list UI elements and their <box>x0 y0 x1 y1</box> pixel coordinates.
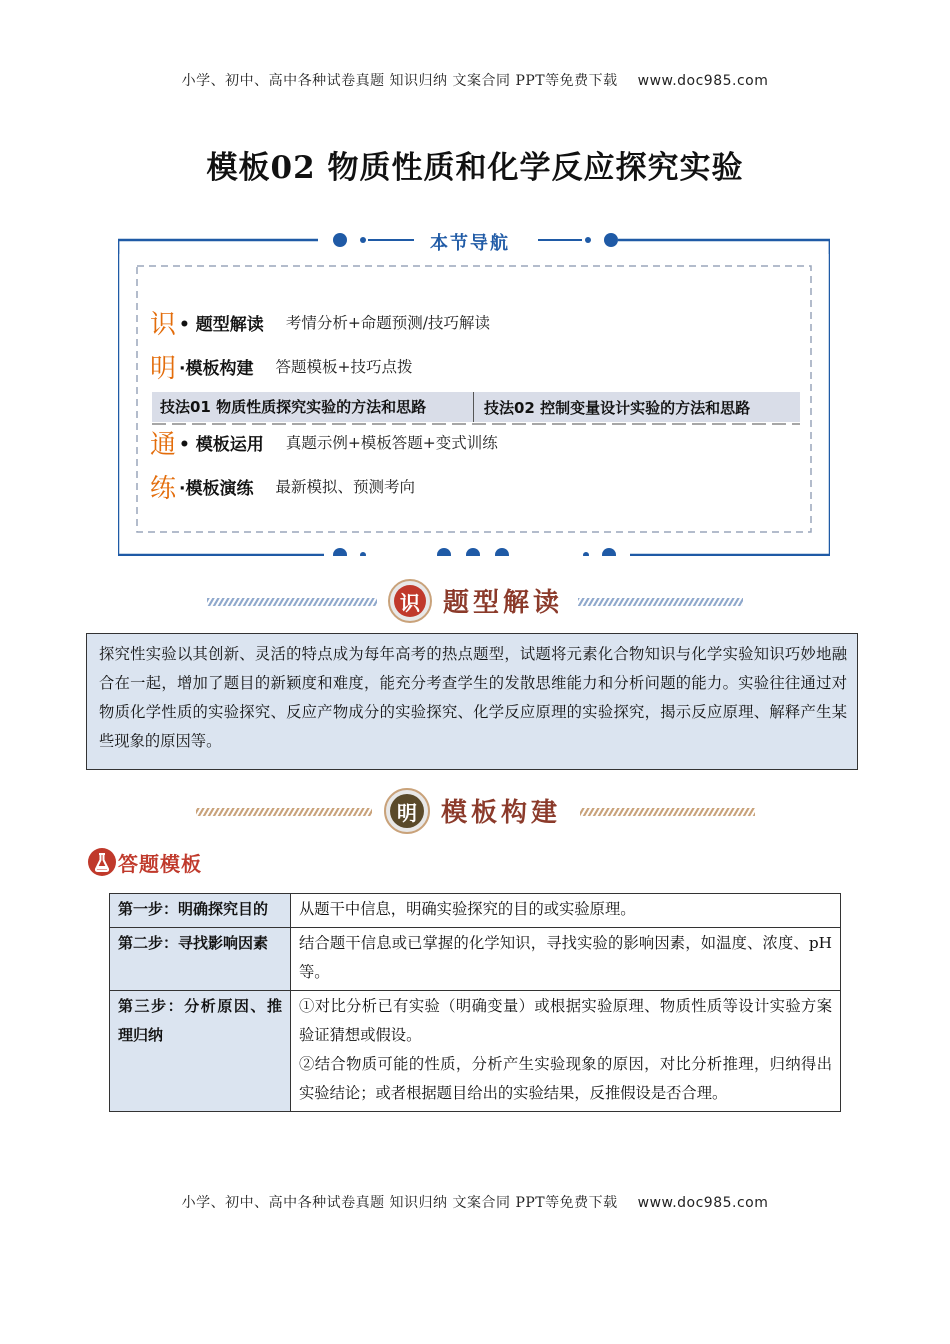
nav-char: 识 <box>150 309 177 340</box>
nav-item-apply[interactable] <box>150 426 498 458</box>
section-banner-build <box>0 786 950 836</box>
page-footer <box>0 1192 950 1212</box>
nav-char: 练 <box>150 473 177 504</box>
nav-desc: 答题模板+技巧点拨 <box>275 358 413 376</box>
content-text: ①对比分析已有实验（明确变量）或根据实验原理、物质性质等设计实验方案验证猜想或假设。 <box>299 997 832 1044</box>
content-text: ②结合物质可能的性质，分析产生实验现象的原因，对比分析推理，归纳得出实验结论；或者根据题目给出的实验结果，反推假设是否合理。 <box>299 1055 832 1102</box>
page-title: 模板02 物质性质和化学反应探究实验 <box>206 150 744 186</box>
nav-label: ·模板构建 <box>179 358 254 379</box>
technique-bar <box>152 392 800 422</box>
section-badge: 识 <box>400 591 420 615</box>
nav-title: 本节导航 <box>430 233 510 254</box>
intro-box: 探究性实验以其创新、灵活的特点成为每年高考的热点题型，试题将元素化合物知识与化学实验知识巧妙地融合在一起，增加了题目的新颖度和难度，能充分考查学生的发散思维能力和分析问题的能力。实验往往通过对物质化学性质的实验探究、反应产物成分的实验探究、化学反应原理的实验探究，揭示反应原理、解释产生某些现象的原因等。 <box>86 633 858 770</box>
content-text: 从题干中信息，明确实验探究的目的或实验原理。 <box>299 900 636 918</box>
table-row <box>110 894 841 928</box>
section-title: 模板构建 <box>441 798 562 828</box>
answer-template-table <box>109 893 841 1112</box>
nav-char: 通 <box>150 429 177 460</box>
nav-desc: 考情分析+命题预测/技巧解读 <box>285 314 491 332</box>
step-cell: 第二步：寻找影响因素 <box>110 928 291 991</box>
flask-icon <box>88 848 116 876</box>
footer-url[interactable]: www.doc985.com <box>637 1195 769 1211</box>
step-cell: 第一步：明确探究目的 <box>110 894 291 928</box>
nav-label: ·模板演练 <box>179 478 254 499</box>
content-cell <box>291 894 841 928</box>
nav-item-practice[interactable] <box>150 470 415 502</box>
table-row <box>110 928 841 991</box>
answer-template-heading: 答题模板 <box>118 852 202 876</box>
nav-label: • 题型解读 <box>179 314 264 335</box>
page-header <box>0 70 950 90</box>
step-cell: 第三步：分析原因、推理归纳 <box>110 991 291 1112</box>
header-url[interactable]: www.doc985.com <box>637 73 769 89</box>
technique-2[interactable]: 技法02 控制变量设计实验的方法和思路 <box>484 398 751 417</box>
nav-desc: 最新模拟、预测考向 <box>275 478 415 496</box>
nav-item-identify[interactable] <box>150 306 490 338</box>
header-text: 小学、初中、高中各种试卷真题 知识归纳 文案合同 PPT等免费下载 <box>181 73 618 89</box>
footer-text: 小学、初中、高中各种试卷真题 知识归纳 文案合同 PPT等免费下载 <box>181 1195 618 1211</box>
section-banner-interpret <box>0 576 950 626</box>
content-cell <box>291 928 841 991</box>
content-text: 结合题干信息或已掌握的化学知识，寻找实验的影响因素，如温度、浓度、pH等。 <box>299 934 832 981</box>
table-row <box>110 991 841 1112</box>
section-badge: 明 <box>397 801 417 825</box>
section-title: 题型解读 <box>443 588 564 618</box>
nav-label: • 模板运用 <box>179 434 264 455</box>
nav-desc: 真题示例+模板答题+变式训练 <box>285 434 498 452</box>
nav-item-build[interactable] <box>150 350 412 382</box>
technique-1[interactable]: 技法01 物质性质探究实验的方法和思路 <box>152 392 474 422</box>
nav-char: 明 <box>150 353 177 384</box>
content-cell <box>291 991 841 1112</box>
